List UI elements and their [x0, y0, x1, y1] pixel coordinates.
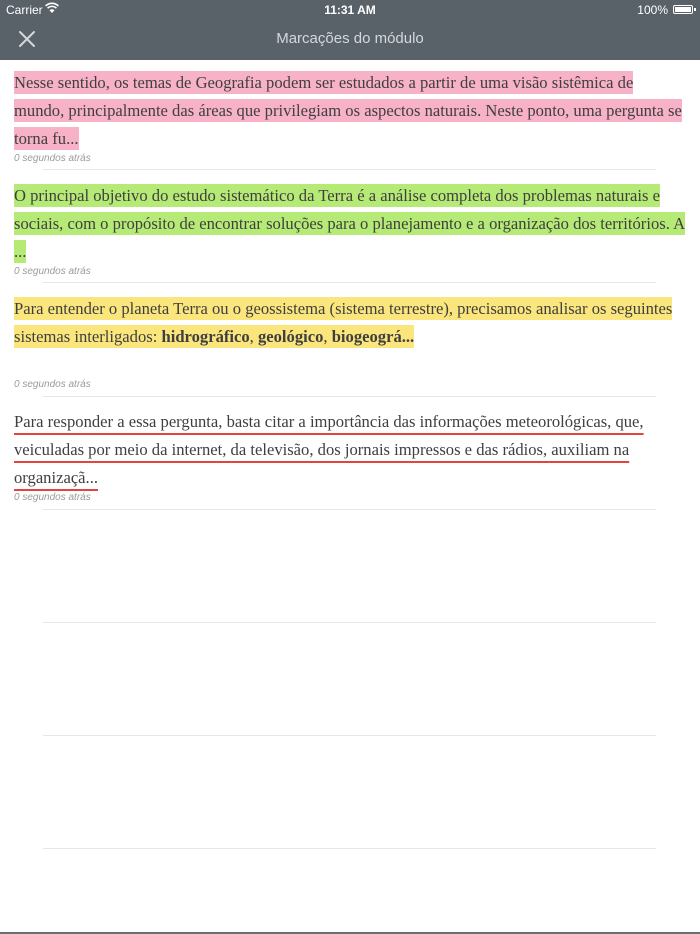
annotation-timestamp: 0 segundos atrás [14, 266, 91, 277]
divider [43, 735, 656, 736]
divider [43, 622, 656, 623]
navigation-bar [0, 20, 700, 60]
page-title: Marcações do módulo [276, 30, 424, 47]
highlighted-text: Nesse sentido, os temas de Geografia podem ser estudados a partir de uma visão sistêmica de mundo, principalmente das áreas que privilegiam os aspectos naturais. Neste ponto, uma pergunta se torna fu... [14, 73, 682, 148]
underlined-text: Para responder a essa pergunta, basta citar a importância das informações meteorológicas, que, veiculadas por meio da internet, da televisão, dos jornais impressos e das rádios, auxiliam na organizaçã... [14, 412, 644, 487]
divider [43, 509, 656, 510]
highlighted-text: Para entender o planeta Terra ou o geossistema (sistema terrestre), precisamos analisar os seguintes sistemas interligados: hidrográfico, geológico, biogeográ... [14, 299, 673, 346]
clock: 11:31 AM [324, 3, 376, 17]
annotation-text [14, 408, 686, 492]
status-bar [0, 0, 700, 20]
carrier-label: Carrier [6, 3, 43, 17]
annotation-timestamp: 0 segundos atrás [14, 153, 91, 164]
highlighted-text: O principal objetivo do estudo sistemático da Terra é a análise completa dos problemas naturais e sociais, com o propósito de encontrar soluções para o planejamento e a organização dos territórios. A ... [14, 186, 686, 261]
battery-icon [673, 5, 693, 14]
bold-term: hidrográfico [161, 327, 250, 346]
bold-term: biogeográ... [331, 327, 415, 346]
annotation-timestamp: 0 segundos atrás [14, 379, 91, 390]
annotation-text [14, 295, 686, 351]
bold-term: geológico [257, 327, 324, 346]
divider [43, 282, 656, 283]
battery-percentage: 100% [637, 3, 668, 17]
divider [43, 169, 656, 170]
divider [43, 848, 656, 849]
annotation-text [14, 69, 686, 153]
annotation-timestamp: 0 segundos atrás [14, 492, 91, 503]
divider [43, 396, 656, 397]
annotation-text [14, 182, 686, 266]
header-bar [0, 0, 700, 60]
